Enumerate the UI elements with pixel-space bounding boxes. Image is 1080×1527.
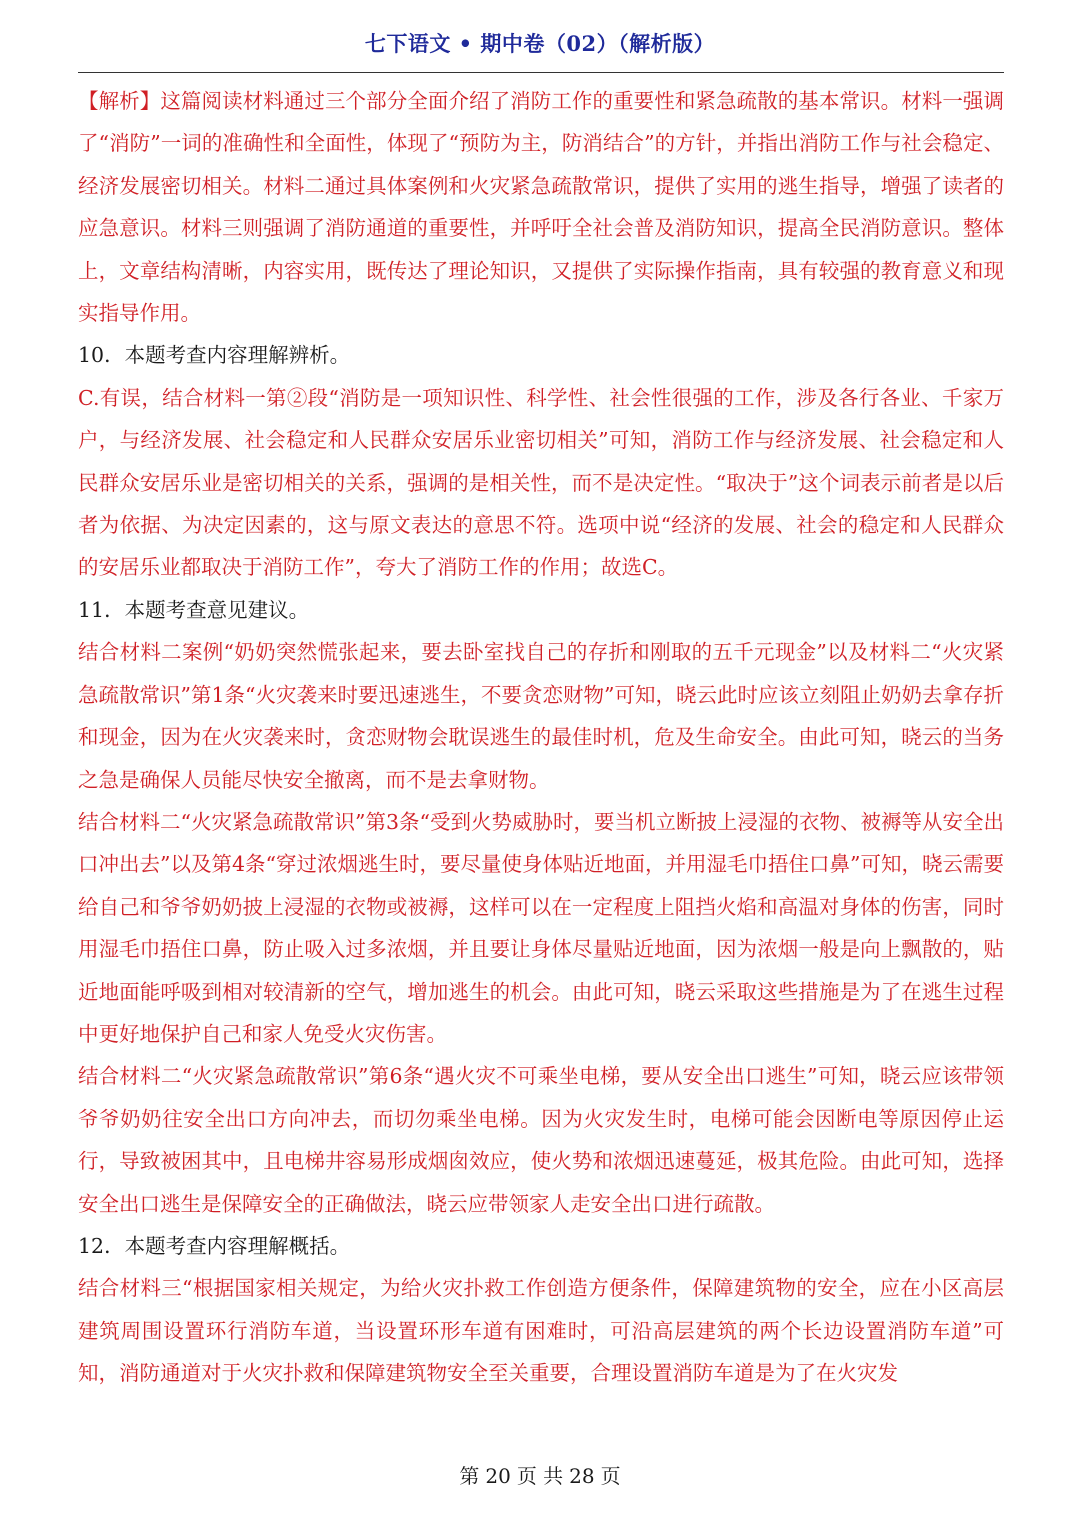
header-divider — [78, 72, 1004, 73]
question-11-heading: 11．本题考查意见建议。 — [78, 597, 310, 622]
footer-suffix: 页 — [600, 1464, 621, 1488]
question-11-answer-part-3: 结合材料二“火灾紧急疏散常识”第6条“遇火灾不可乘坐电梯，要从安全出口逃生”可知，晓云应该带领爷爷奶奶往安全出口方向冲去，而切勿乘坐电梯。因为火灾发生时，电梯可能会因断电等原因停止运行，导致被困其中，且电梯井容易形成烟囱效应，使火势和浓烟迅速蔓延，极其危险。由此可知，选择安全出口逃生是保障安全的正确做法，晓云应带领家人走安全出口进行疏散。 — [78, 1064, 1004, 1216]
document-body — [78, 80, 1004, 1395]
question-10-heading: 10．本题考查内容理解辨析。 — [78, 343, 351, 368]
footer-total-pages: 28 — [569, 1464, 595, 1488]
footer-middle: 页 共 — [516, 1464, 564, 1488]
footer-current-page: 20 — [485, 1464, 511, 1488]
question-12-heading: 12．本题考查内容理解概括。 — [78, 1233, 351, 1258]
question-11-answer-part-1: 结合材料二案例“奶奶突然慌张起来，要去卧室找自己的存折和刚取的五千元现金”以及材料二“火灾紧急疏散常识”第1条“火灾袭来时要迅速逃生，不要贪恋财物”可知，晓云此时应该立刻阻止奶奶去拿存折和现金，因为在火灾袭来时，贪恋财物会耽误逃生的最佳时机，危及生命安全。由此可知，晓云的当务之急是确保人员能尽快安全撤离，而不是去拿财物。 — [78, 640, 1004, 792]
question-11-answer-part-2: 结合材料二“火灾紧急疏散常识”第3条“受到火势威胁时，要当机立断披上浸湿的衣物、被褥等从安全出口冲出去”以及第4条“穿过浓烟逃生时，要尽量使身体贴近地面，并用湿毛巾捂住口鼻”可知，晓云需要给自己和爷爷奶奶披上浸湿的衣物或被褥，这样可以在一定程度上阻挡火焰和高温对身体的伤害，同时用湿毛巾捂住口鼻，防止吸入过多浓烟，并且要让身体尽量贴近地面，因为浓烟一般是向上飘散的，贴近地面能呼吸到相对较清新的空气，增加逃生的机会。由此可知，晓云采取这些措施是为了在逃生过程中更好地保护自己和家人免受火灾伤害。 — [78, 809, 1004, 1046]
analysis-text: 这篇阅读材料通过三个部分全面介绍了消防工作的重要性和紧急疏散的基本常识。材料一强调了“消防”一词的准确性和全面性，体现了“预防为主，防消结合”的方针，并指出消防工作与社会稳定、经济发展密切相关。材料二通过具体案例和火灾紧急疏散常识，提供了实用的逃生指导，增强了读者的应急意识。材料三则强调了消防通道的重要性，并呼吁全社会普及消防知识，提高全民消防意识。整体上，文章结构清晰，内容实用，既传达了理论知识，又提供了实际操作指南，具有较强的教育意义和现实指导作用。 — [78, 89, 1005, 326]
page-number-footer — [0, 1460, 1080, 1489]
analysis-paragraph — [78, 80, 1004, 334]
analysis-tag: 【解析】 — [78, 89, 161, 113]
document-header-title: 七下语文 • 期中卷（02）（解析版） — [364, 31, 716, 56]
question-10-answer: C.有误，结合材料一第②段“消防是一项知识性、科学性、社会性很强的工作，涉及各行各业、千家万户，与经济发展、社会稳定和人民群众安居乐业密切相关”可知，消防工作与经济发展、社会稳定和人民群众安居乐业是密切相关的关系，强调的是相关性，而不是决定性。“取决于”这个词表示前者是以后者为依据、为决定因素的，这与原文表达的意思不符。选项中说“经济的发展、社会的稳定和人民群众的安居乐业都取决于消防工作”，夸大了消防工作的作用；故选C。 — [78, 385, 1004, 580]
question-12-answer: 结合材料三“根据国家相关规定，为给火灾扑救工作创造方便条件，保障建筑物的安全，应在小区高层建筑周围设置环行消防车道，当设置环形车道有困难时，可沿高层建筑的两个长边设置消防车道”可知，消防通道对于火灾扑救和保障建筑物安全至关重要，合理设置消防车道是为了在火灾发 — [78, 1276, 1004, 1386]
footer-prefix: 第 — [459, 1464, 480, 1488]
